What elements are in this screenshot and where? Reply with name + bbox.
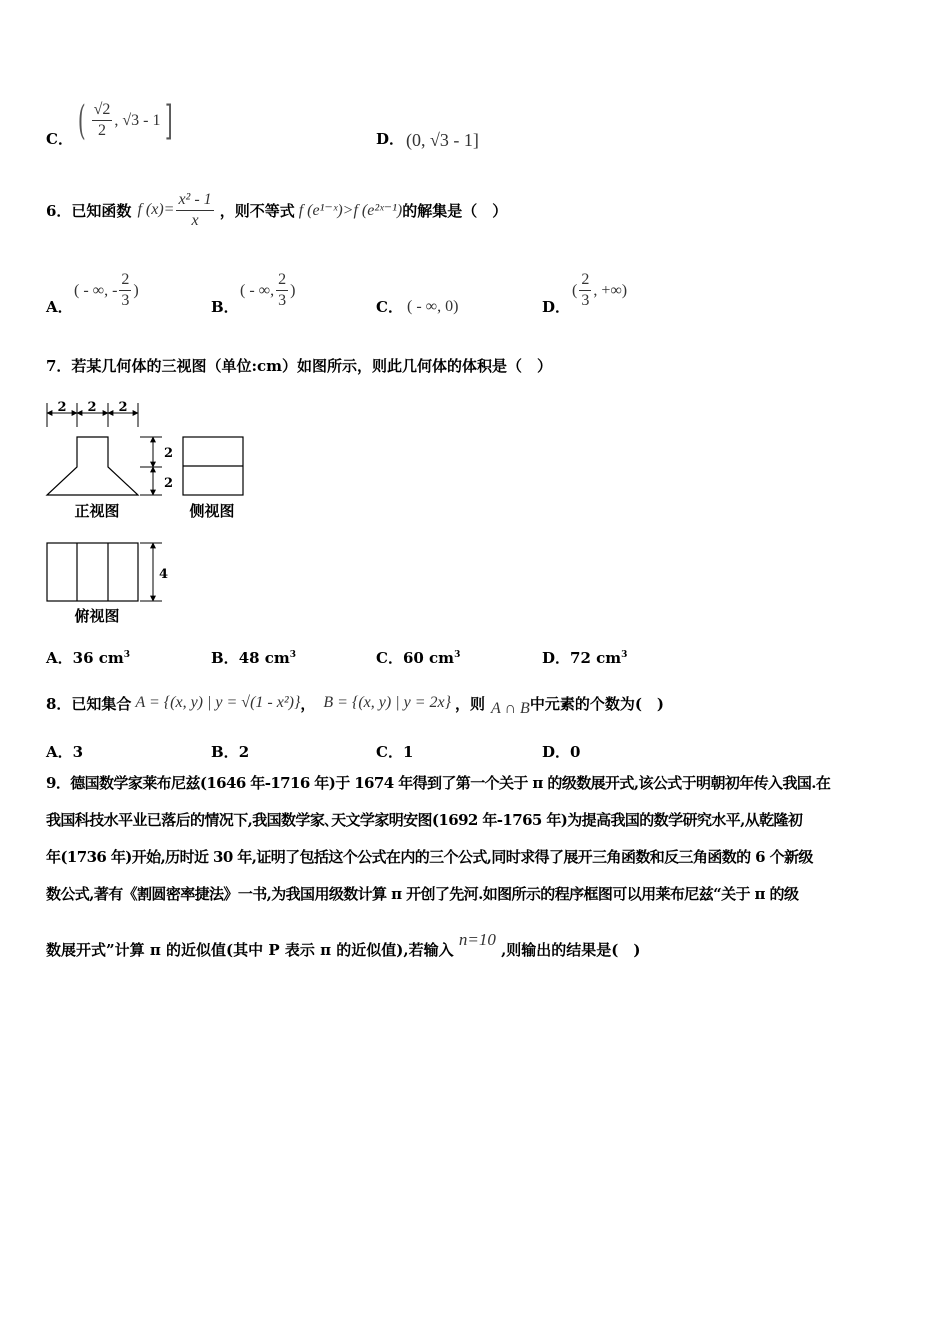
q7-stem: 7．若某几何体的三视图（单位:cm）如图所示，则此几何体的体积是（ ）	[46, 357, 552, 375]
q5-option-d-expr: (0, √3 - 1]	[406, 130, 479, 150]
q6-stem: 6．已知函数 f (x)= $\frac{\text{x² - 1}}{x}$ ，则不等式 f (e¹⁻ˣ)>f (e²ˣ⁻¹) 的解集是（ ）	[46, 190, 508, 229]
dim-top-2: 2	[87, 400, 97, 415]
q9-paragraph: 9．德国数学家莱布尼兹(1646 年-1716 年)于 1674 年得到了第一个关于 π 的级数展开式,该公式于明朝初年传入我国.在 我国科技水平业已落后的情况下,我国数学家､天文学家明安图(1692 年-1765 年)为提高我国的数学研究水平,从乾隆初 年(1736 年)开始,历时近 30 年,证明了包括这个公式在内的三个公式,同时求得了展开三角函数和反三角函数的 6 个新级 数公式,著有《割圆密率捷法》一书,为我国用级数计算 π 开创了先河.如图所示的程序框图可以用莱布尼兹“关于 π 的级 数展开式”计算 π 的近似值(其中 P 表示 π 的近似值),若输入 n=10 ,则输出的结果是( )	[46, 774, 831, 959]
right-bracket: ]	[164, 97, 173, 144]
three-view-figure	[40, 395, 260, 635]
q6-option-a-label: A．	[46, 298, 73, 316]
q6-option-a-expr: ( - ∞, - $\frac{2}{3}$ )	[74, 271, 139, 309]
q8-option-b: B．2	[211, 743, 250, 761]
front-view-label: 正视图	[74, 502, 120, 520]
front-view-shape	[47, 437, 138, 495]
fraction: $\frac{√2}{2}$	[93, 101, 111, 139]
left-paren: (	[77, 97, 86, 144]
q6-option-c-expr: ( - ∞, 0)	[407, 298, 459, 315]
q5-option-d-label: D．	[376, 130, 405, 148]
dim-side-2: 2	[164, 476, 174, 491]
q8-option-a: A．3	[46, 743, 84, 761]
q8-option-d: D．0	[542, 743, 581, 761]
q7-option-a: A．36 $cm^3$	[46, 649, 131, 667]
q7-option-d: D．72 $cm^3$	[542, 649, 628, 667]
q6-option-b-expr: ( - ∞, $\frac{2}{3}$ )	[240, 271, 296, 309]
dim-side-1: 2	[164, 446, 174, 461]
q5-option-c-label: C．	[46, 130, 73, 148]
q6-option-b-label: B．	[211, 298, 239, 316]
q8-stem: 8．已知集合 A = {(x, y) | y = √(1 - x²)} ， B = {(x, y) | y = 2x} ，则 A ∩ B 中元素的个数为( )	[46, 694, 665, 717]
q5-option-c-expr: ( $\frac{√2}{2}$ , √3 - 1 ]	[77, 97, 173, 144]
q7-option-c: C．60 $cm^3$	[376, 649, 461, 667]
top-view-label: 俯视图	[74, 607, 120, 625]
q7-option-b: B．48 $cm^3$	[211, 649, 297, 667]
side-dimension-lines	[140, 437, 162, 495]
q8-option-c: C．1	[376, 743, 414, 761]
q6-option-d-label: D．	[542, 298, 571, 316]
side-view-label: 侧视图	[189, 502, 235, 520]
top-view-shape	[47, 543, 138, 601]
q6-option-d-expr: ( $\frac{2}{3}$ , +∞)	[572, 271, 628, 309]
dim-top-view: 4	[159, 567, 169, 582]
q6-option-c-label: C．	[376, 298, 403, 316]
dim-top-1: 2	[57, 400, 67, 415]
dim-top-3: 2	[118, 400, 128, 415]
